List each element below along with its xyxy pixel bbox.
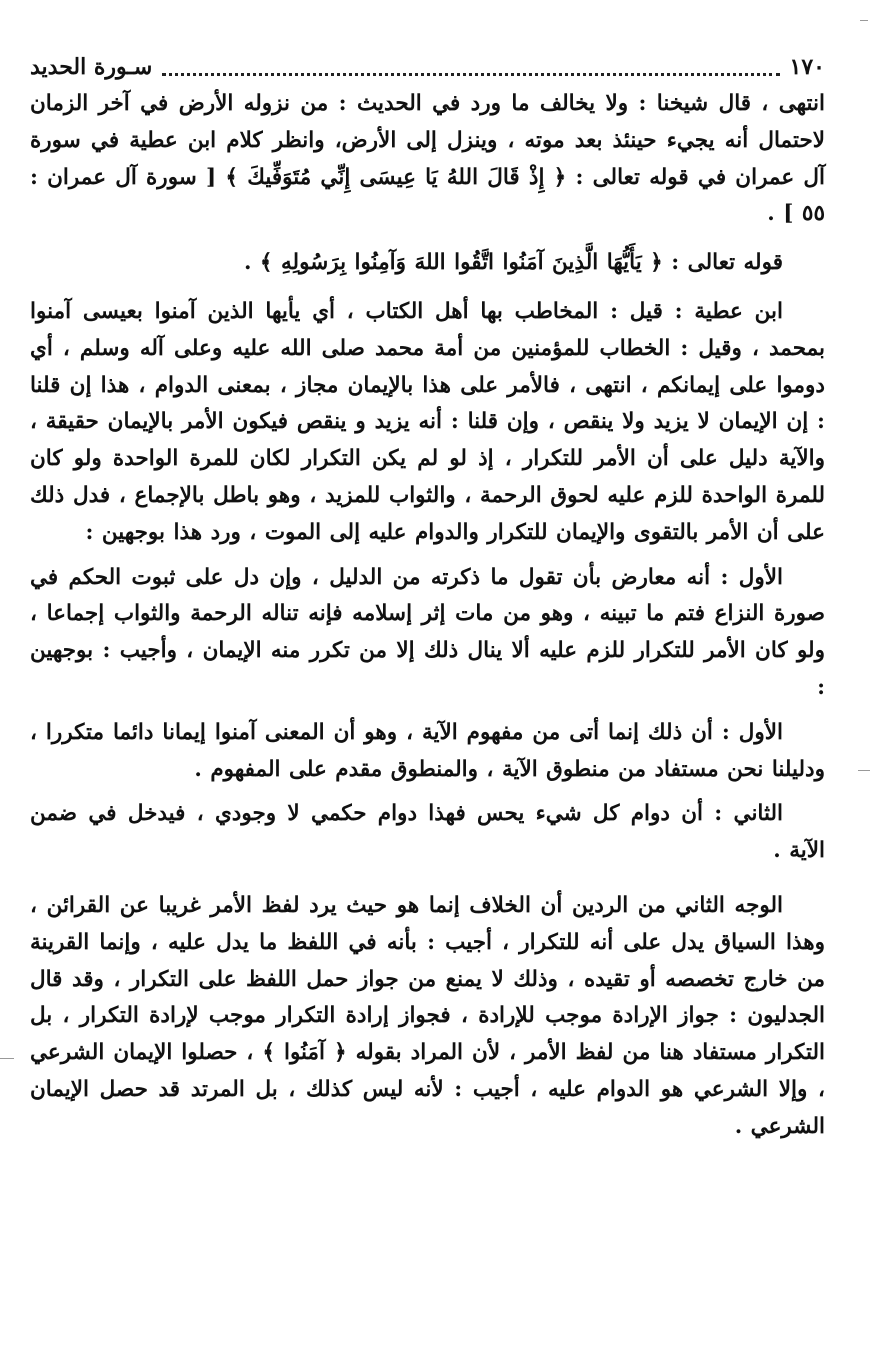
paragraph-text: قوله تعالى : [662, 250, 783, 276]
paragraph-text: ابن عطية : قيل : المخاطب بها أهل الكتاب ، أي يأيها الذين آمنوا بعيسى آمنوا بمحمد ، وقيل : الخطاب للمؤمنين من أمة محمد صلى الله عليه وعلى آله وسلم ، أي دوموا على إيمانكم ، انتهى ، فالأمر على هذا بالإيمان مجاز ، بمعنى الدوام ، هذا إن قلنا : إن الإيمان لا يزيد ولا ينقص ، وإن قلنا : أنه يزيد و ينقص فيكون الأمر بالإيمان حقيقة ، والآية دليل على أن الأمر للتكرار ، إذ لو لم يكن التكرار لكان للمرة الواحدة ولو كان للمرة الواحدة للزم عليه لحوق الرحمة ، والثواب للمزيد ، وهو باطل بالإجماع ، فدل ذلك على أن الأمر بالتقوى والإيمان للتكرار والدوام عليه إلى الموت ، ورد هذا بوجهين : [30, 298, 825, 545]
page-header [30, 52, 825, 82]
paragraph-text: ، حصلوا الإيمان الشرعي ، وإلا الشرعي هو الدوام عليه ، أجيب : لأنه ليس كذلك ، بل المرتد قد حصل الإيمان الشرعي . [30, 1040, 825, 1139]
paragraph-text: الأول : أن ذلك إنما أتى من مفهوم الآية ، وهو أن المعنى آمنوا إيمانا دائما متكررا ، ودليلنا نحن مستفاد من منطوق الآية ، والمنطوق مقدم على المفهوم . [30, 719, 825, 782]
margin-mark-mid [858, 770, 870, 771]
paragraph-text: الأول : أنه معارض بأن تقول ما ذكرته من الدليل ، وإن دل على ثبوت الحكم في صورة النزاع فتم ما تبينه ، وهو من مات إثر إسلامه فإنه تناله الرحمة والثواب إجماعا ، ولو كان الأمر للتكرار للزم عليه ألا ينال ذلك إلا من تكرر منه الإيمان ، وأجيب : بوجهين : [30, 564, 825, 700]
quran-quote: ﴿ يَأَيُّهَا الَّذِينَ آمَنُوا اتَّقُوا اللهَ وَآمِنُوا بِرَسُولِهِ ﴾ [259, 250, 663, 276]
page-number: ١٧٠ [789, 54, 825, 80]
quran-quote: ﴿ آمَنُوا ﴾ [262, 1040, 347, 1066]
paragraph [30, 245, 825, 282]
paragraph-text: الوجه الثاني من الردين أن الخلاف إنما هو حيث يرد لفظ الأمر غريبا عن القرائن ، وهذا السياق يدل على أنه للتكرار ، أجيب : بأنه في اللفظ ما يدل عليه ، وإنما القرينة من خارج تخصصه أو تقيده ، وذلك لا يمنع من جواز حمل اللفظ على التكرار ، وقد قال الجدليون : جواز الإرادة موجب للإرادة ، فجواز إرادة التكرار موجب لإرادة التكرار ، بل التكرار مستفاد هنا من لفظ الأمر ، لأن المراد بقوله [30, 892, 825, 1066]
paragraph-text: انتهى ، قال شيخنا : ولا يخالف ما ورد في الحديث : من نزوله الأرض في آخر الزمان لاحتمال أنه يجيء حينئذ بعد موته ، وينزل إلى الأرض، وانظر كلام ابن عطية في سورة آل عمران في قوله تعالى : [30, 91, 825, 190]
paragraph [30, 715, 825, 789]
margin-mark-top [860, 20, 868, 21]
sura-title: سـورة الحديد [30, 54, 153, 80]
margin-mark-left [0, 1058, 14, 1059]
quran-quote: ﴿ إِذْ قَالَ اللهُ يَا عِيسَى إِنِّي مُتَوَفِّيكَ ﴾ [225, 164, 567, 190]
paragraph [30, 796, 825, 870]
paragraph-text: [ سورة آل عمران : ٥٥ ] . [30, 164, 825, 227]
paragraph [30, 888, 825, 1146]
paragraph-text: الثاني : أن دوام كل شيء يحس فهذا دوام حكمي لا وجودي ، فيدخل في ضمن الآية . [30, 801, 825, 864]
book-page [30, 52, 825, 1146]
paragraph [30, 86, 825, 233]
paragraph [30, 294, 825, 552]
paragraph [30, 560, 825, 707]
header-dotted-leader [162, 73, 779, 76]
paragraph-text: . [243, 250, 260, 276]
